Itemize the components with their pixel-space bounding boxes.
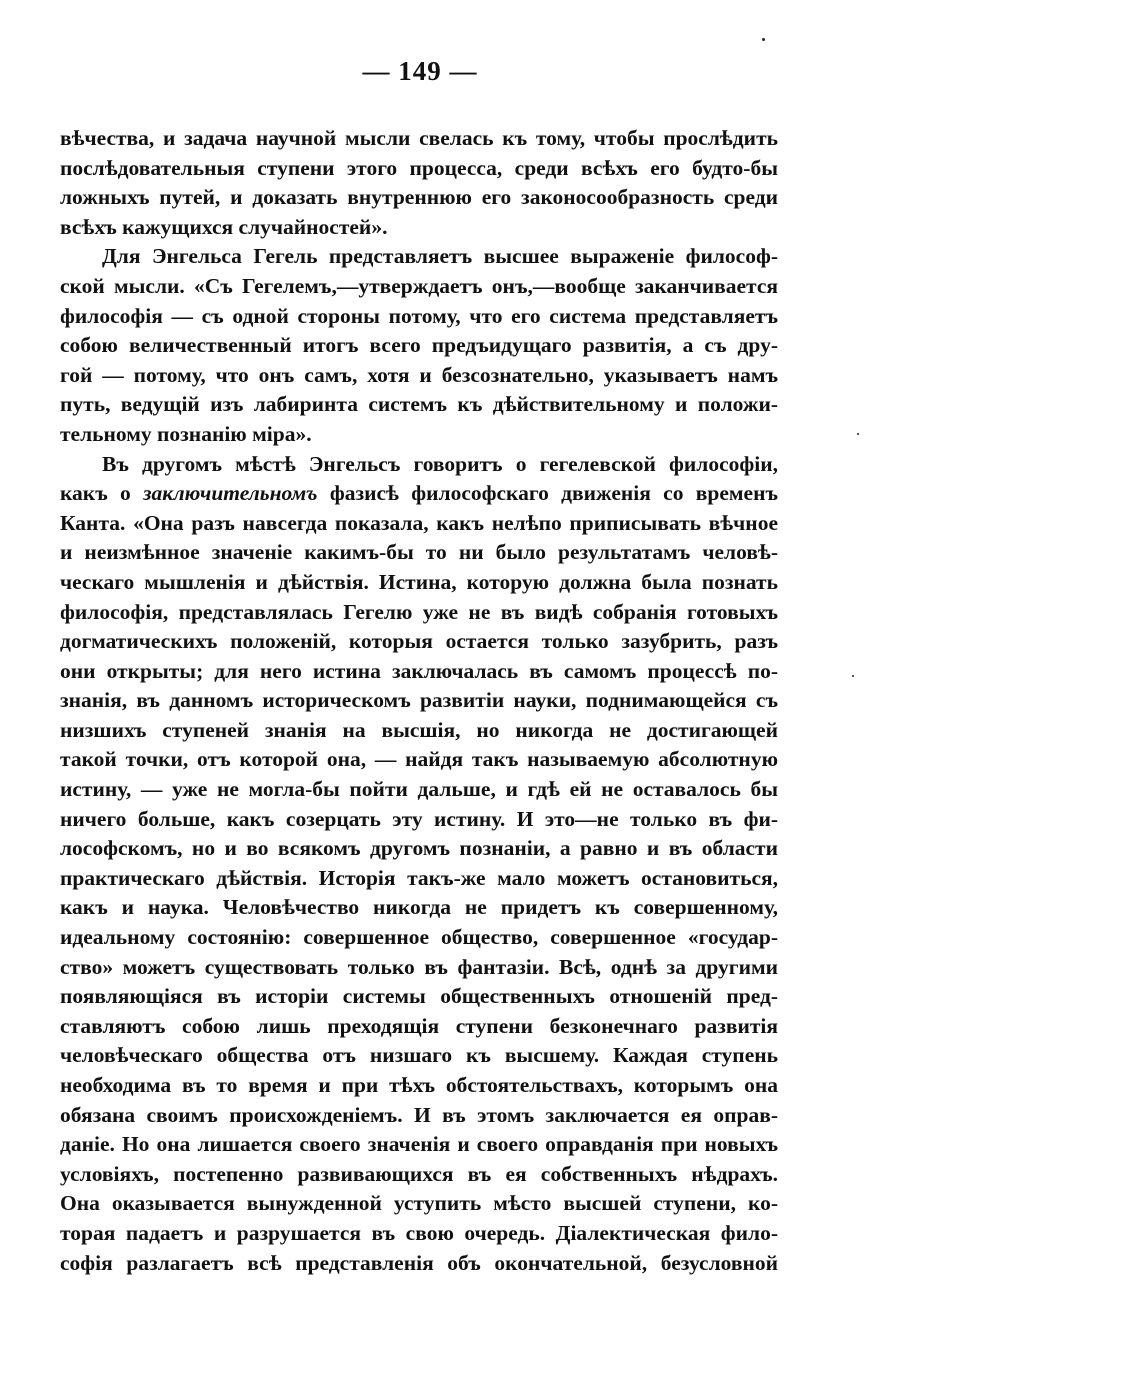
body-text — [60, 124, 778, 1278]
text-line: ложныхъ путей, и доказать внутреннюю его законосообразность среди — [60, 185, 778, 210]
text-line: идеальному состоянію: совершенное общество, совершенное «государ- — [60, 925, 778, 950]
text-line: появляющіяся въ исторіи системы общественныхъ отношеній пред- — [60, 984, 778, 1009]
text-line: философія — съ одной стороны потому, что его система представляетъ — [60, 303, 778, 328]
text-segment — [60, 481, 778, 505]
text-line: философія, представлялась Гегелю уже не въ видѣ собранія готовыхъ — [60, 599, 778, 624]
text-line: знанія, въ данномъ историческомъ развитіи науки, поднимающейся съ — [60, 688, 778, 713]
text-line: собою величественный итогъ всего предъидущаго развитія, а съ дру- — [60, 333, 778, 358]
text-line: лософскомъ, но и во всякомъ другомъ познаніи, а равно и въ области — [60, 836, 778, 861]
text-line: всѣхъ кажущихся случайностей». — [60, 214, 388, 239]
text-line: даніе. Но она лишается своего значенія и своего оправданія при новыхъ — [60, 1132, 778, 1157]
text-line: ской мысли. «Съ Гегелемъ,—утверждаетъ онъ,—вообще заканчивается — [60, 273, 778, 298]
text-line: софія разлагаетъ всѣ представленія объ окончательной, безусловной — [60, 1250, 778, 1275]
text-run: какъ о — [60, 481, 144, 506]
text-line: ческаго мышленія и дѣйствія. Истина, которую должна была познать — [60, 569, 778, 594]
text-line: торая падаетъ и разрушается въ свою очередь. Діалектическая фило- — [60, 1220, 778, 1245]
text-line: какъ и наука. Человѣчество никогда не придетъ къ совершенному, — [60, 895, 778, 920]
text-line: догматическихъ положеній, которыя остается только зазубрить, разъ — [60, 629, 778, 654]
text-line: вѣчества, и задача научной мысли свелась къ тому, чтобы прослѣдить — [60, 126, 778, 150]
text-line — [60, 479, 778, 509]
scan-speck — [852, 675, 854, 677]
text-line: практическаго дѣйствія. Исторія такъ-же мало можетъ остановиться, — [60, 865, 778, 890]
text-line: путь, ведущій изъ лабиринта системъ къ дѣйствительному и положи- — [60, 392, 778, 417]
text-line: необходима въ то время и при тѣхъ обстоятельствахъ, которымъ она — [60, 1073, 778, 1097]
text-line: ничего больше, какъ созерцать эту истину. И это—не только въ фи- — [60, 806, 778, 831]
text-run: фазисѣ философскаго движенія со временъ — [317, 481, 778, 506]
scan-speck — [857, 433, 859, 435]
text-line: Для Энгельса Гегель представляетъ высшее выраженіе философ- — [102, 244, 778, 269]
text-line: истину, — уже не могла-бы пойти дальше, и гдѣ ей не оставалось бы — [60, 777, 778, 802]
text-line: тельному познанію міра». — [60, 421, 312, 446]
text-line: Въ другомъ мѣстѣ Энгельсъ говоритъ о гегелевской философіи, — [102, 451, 778, 476]
text-line: ставляютъ собою лишь преходящія ступени безконечнаго развитія — [60, 1013, 778, 1038]
text-line: Она оказывается вынужденной уступить мѣсто высшей ступени, ко- — [60, 1191, 778, 1216]
scan-speck — [762, 38, 765, 41]
text-line: обязана своимъ происхожденіемъ. И въ этомъ заключается ея оправ- — [60, 1102, 778, 1127]
emphasis-text: заключительномъ — [143, 481, 318, 506]
text-line: послѣдовательныя ступени этого процесса, среди всѣхъ его будто-бы — [60, 155, 778, 180]
page-number: — 149 — — [362, 56, 478, 86]
text-line: такой точки, отъ которой она, — найдя такъ называемую абсолютную — [60, 747, 778, 772]
text-line: гой — потому, что онъ самъ, хотя и безсознательно, указываетъ намъ — [60, 362, 778, 387]
text-line: ство» можетъ существовать только въ фантазіи. Всѣ, однѣ за другими — [60, 954, 778, 979]
text-line: человѣческаго общества отъ низшаго къ высшему. Каждая ступень — [60, 1043, 778, 1068]
text-line: они открыты; для него истина заключалась въ самомъ процессѣ по- — [60, 658, 778, 683]
text-line: низшихъ ступеней знанія на высшія, но никогда не достигающей — [60, 717, 778, 742]
text-line: и неизмѣнное значеніе какимъ-бы то ни было результатамъ человѣ- — [60, 540, 778, 565]
text-line: Канта. «Она разъ навсегда показала, какъ нелѣпо приписывать вѣчное — [60, 510, 778, 535]
text-line: условіяхъ, постепенно развивающихся въ ея собственныхъ нѣдрахъ. — [60, 1161, 778, 1186]
